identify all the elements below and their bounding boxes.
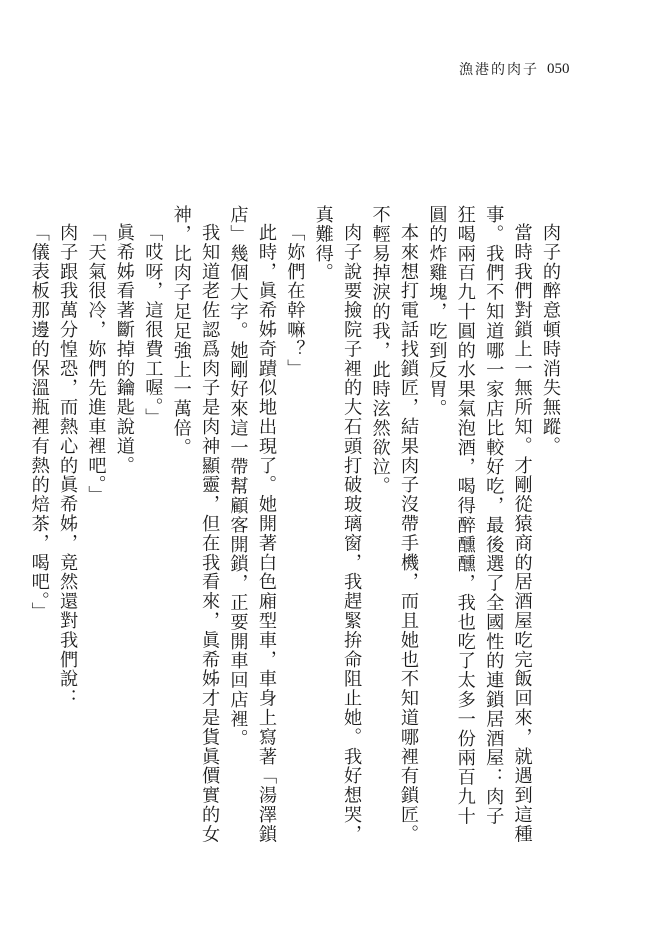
dialogue-line: 「天氣很冷，妳們先進車裡吧。」 — [85, 223, 107, 506]
paragraph: 肉子的醉意頓時消失無蹤。 — [540, 223, 561, 456]
paragraph: 肉子說要撿院子裡的大石頭打破玻璃窗，我趕緊拚命阻止她。我好想哭，真難得。 — [312, 205, 363, 844]
dialogue-line: 「妳們在幹嘛？」 — [284, 223, 306, 379]
dialogue-line: 「哎呀，這很費工喔。」 — [142, 223, 164, 428]
paragraph: 當時我們對鎖上一無所知。才剛從猿商的居酒屋吃完飯回來，就遇到這種事。我們不知道哪一家店比較好吃，最後選了全國性的連鎖居酒屋：肉子狂喝兩百九十圓的水果氣泡酒，喝得醉醺醺，我也吃了太多一份兩百九十圓的炸雞塊，吃到反胃。 — [426, 205, 533, 844]
paragraph: 眞希姊看著斷掉的鑰匙說道。 — [113, 223, 135, 476]
page-number: 050 — [547, 60, 570, 77]
paragraph: 此時，眞希姊奇蹟似地出現了。她開著白色廂型車，車身上寫著「湯澤鎖店」幾個大字。她剛好來這一帶幫顧客開鎖，正要開車回店裡。 — [227, 205, 277, 844]
paragraph: 本來想打電話找鎖匠，結果肉子沒帶手機，而且她也不知道哪裡有鎖匠。不輕易掉淚的我，此時泫然欲泣。 — [369, 205, 419, 844]
dialogue-line: 「儀表板那邊的保溫瓶裡有熱的焙茶，喝吧。」 — [28, 223, 50, 622]
running-header — [459, 58, 570, 80]
paragraph: 我知道老佐認爲肉子是肉神顯靈，但在我看來，眞希姊才是貨眞價實的女神，比肉子足足強上一萬倍。 — [170, 205, 221, 844]
paragraph: 肉子跟我萬分惶恐，而熱心的眞希姊，竟然還對我們說： — [57, 223, 79, 709]
book-title: 漁港的肉子 — [459, 62, 539, 78]
vertical-text-body — [28, 205, 564, 845]
